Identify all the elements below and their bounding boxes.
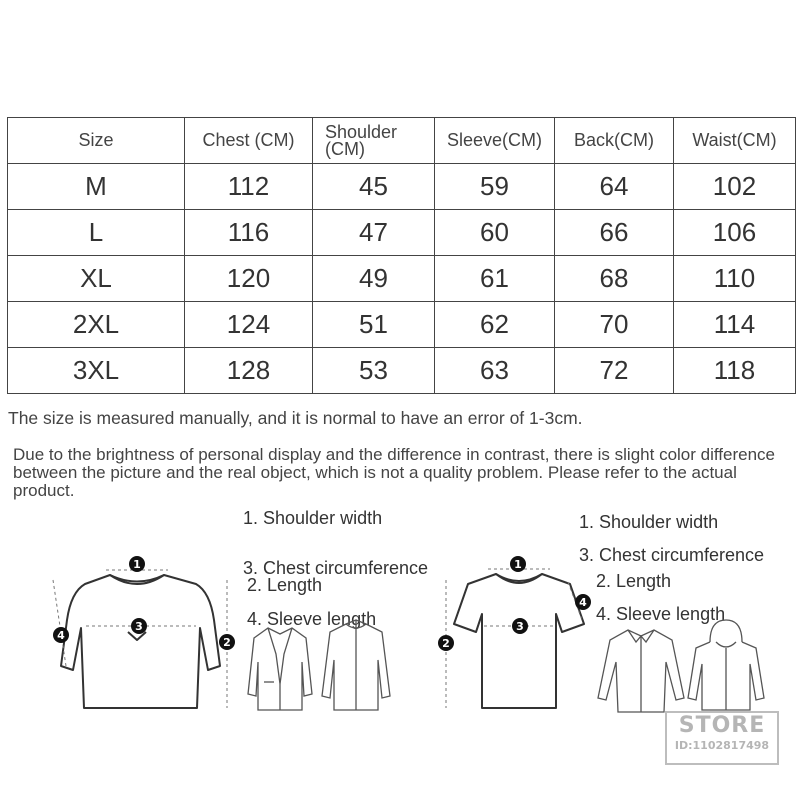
marker-3: 3	[516, 620, 524, 633]
store-watermark	[665, 711, 779, 765]
legend-left-shoulder: 1. Shoulder width	[243, 508, 383, 528]
marker-3: 3	[135, 620, 143, 633]
header-waist: Waist(CM)	[674, 118, 796, 164]
cell-size: 2XL	[8, 302, 185, 348]
header-chest: Chest (CM)	[185, 118, 313, 164]
legend-right-shoulder: 1. Shoulder width	[579, 512, 719, 532]
marker-1: 1	[514, 558, 522, 571]
cell-size: XL	[8, 256, 185, 302]
marker-2: 2	[223, 636, 231, 649]
cell-shoulder: 49	[313, 256, 435, 302]
watermark-id: ID:1102817498	[674, 739, 770, 752]
color-difference-note: Due to the brightness of personal display and the difference in contrast, there is slight color difference between the picture and the real object, which is not a quality problem. Please refer to the actual product.	[13, 445, 775, 500]
cell-shoulder: 45	[313, 164, 435, 210]
table-row	[8, 348, 796, 394]
t-shirt-diagram-icon	[432, 552, 602, 717]
cell-sleeve: 59	[435, 164, 555, 210]
cell-shoulder: 53	[313, 348, 435, 394]
legend-left-length: 2. Length	[247, 575, 323, 595]
cell-chest: 124	[185, 302, 313, 348]
header-back: Back(CM)	[555, 118, 674, 164]
cell-waist: 118	[674, 348, 796, 394]
cell-sleeve: 62	[435, 302, 555, 348]
cell-back: 64	[555, 164, 674, 210]
cell-chest: 116	[185, 210, 313, 256]
cell-waist: 102	[674, 164, 796, 210]
cell-waist: 106	[674, 210, 796, 256]
legend-left-chest: 3. Chest circumference	[243, 558, 429, 578]
cell-size: M	[8, 164, 185, 210]
cell-sleeve: 61	[435, 256, 555, 302]
header-shoulder: Shoulder (CM)	[313, 118, 435, 164]
cell-sleeve: 63	[435, 348, 555, 394]
measurement-error-note: The size is measured manually, and it is normal to have an error of 1-3cm.	[8, 408, 583, 428]
table-header-row	[8, 118, 796, 164]
cell-back: 70	[555, 302, 674, 348]
legend-left-sleeve: 4. Sleeve length	[247, 609, 377, 629]
cell-sleeve: 60	[435, 210, 555, 256]
cell-chest: 128	[185, 348, 313, 394]
cell-back: 72	[555, 348, 674, 394]
hoodie-sketch-icon	[686, 618, 766, 714]
shirt-sketch-icon	[596, 626, 686, 716]
cell-waist: 110	[674, 256, 796, 302]
cell-size: L	[8, 210, 185, 256]
header-size: Size	[8, 118, 185, 164]
marker-1: 1	[133, 558, 141, 571]
zip-jacket-sketch-icon	[320, 618, 392, 714]
marker-4: 4	[57, 629, 65, 642]
cell-shoulder: 47	[313, 210, 435, 256]
long-sleeve-shirt-diagram-icon	[40, 548, 245, 718]
cell-chest: 120	[185, 256, 313, 302]
table-row	[8, 164, 796, 210]
legend-right-length: 2. Length	[596, 571, 672, 591]
cell-size: 3XL	[8, 348, 185, 394]
cell-back: 66	[555, 210, 674, 256]
blazer-sketch-icon	[246, 624, 314, 714]
header-sleeve: Sleeve(CM)	[435, 118, 555, 164]
watermark-word: STORE	[678, 713, 766, 738]
marker-4: 4	[579, 596, 587, 609]
table-row	[8, 256, 796, 302]
table-row	[8, 210, 796, 256]
cell-chest: 112	[185, 164, 313, 210]
cell-shoulder: 51	[313, 302, 435, 348]
cell-waist: 114	[674, 302, 796, 348]
cell-back: 68	[555, 256, 674, 302]
legend-right-sleeve: 4. Sleeve length	[596, 604, 726, 624]
marker-2: 2	[442, 637, 450, 650]
legend-right-chest: 3. Chest circumference	[579, 545, 765, 565]
size-chart-table	[7, 117, 796, 394]
table-row	[8, 302, 796, 348]
